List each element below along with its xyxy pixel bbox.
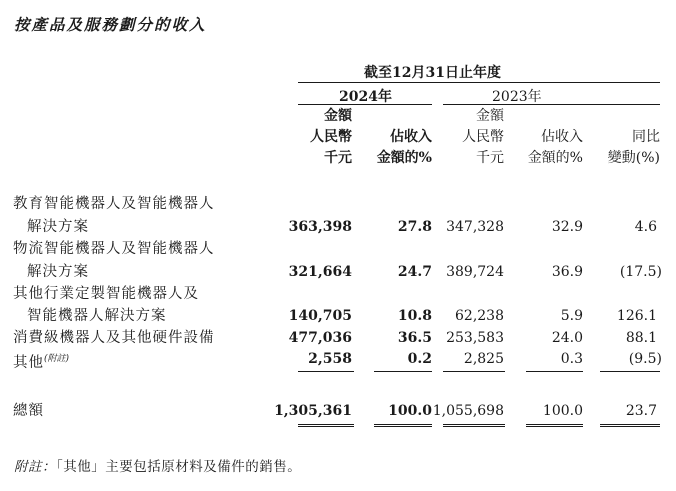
footnote-text: 「其他」主要包括原材料及備件的銷售。 bbox=[56, 459, 302, 475]
row-label-continued: 解決方案 bbox=[27, 219, 89, 235]
table-cell: 36.9 bbox=[551, 264, 583, 280]
total-cell: 1,055,698 bbox=[432, 403, 504, 419]
table-cell: 253,583 bbox=[446, 330, 504, 346]
total-cell: 100.0 bbox=[542, 403, 583, 419]
total-cell: 1,305,361 bbox=[274, 403, 352, 419]
table-cell: 88.1 bbox=[625, 330, 657, 346]
table-cell: 0.2 bbox=[407, 351, 432, 367]
year-2024-header: 2024年 bbox=[339, 89, 392, 105]
table-cell: 24.0 bbox=[551, 330, 583, 346]
footnote-marker: (附註) bbox=[44, 354, 70, 364]
col-header-2024-percent: 佔收入 金額的% bbox=[376, 129, 432, 166]
table-cell: 347,328 bbox=[446, 219, 504, 235]
total-double-rule bbox=[443, 424, 505, 427]
year-2023-header: 2023年 bbox=[492, 89, 542, 105]
period-header: 截至12月31日止年度 bbox=[364, 65, 501, 81]
table-cell: 27.8 bbox=[397, 219, 432, 235]
section-title: 按產品及服務劃分的收入 bbox=[14, 15, 207, 34]
table-cell: 36.5 bbox=[397, 330, 432, 346]
period-underline bbox=[298, 82, 660, 83]
col-header-2023-amount: 金額 人民幣 千元 bbox=[462, 108, 504, 166]
col-header-2023-percent: 佔收入 金額的% bbox=[527, 129, 583, 166]
row-label-text: 其他 bbox=[13, 354, 44, 371]
table-cell: 389,724 bbox=[446, 264, 504, 280]
subtotal-rule bbox=[526, 371, 583, 372]
total-label: 總額 bbox=[13, 403, 44, 419]
table-cell: 2,825 bbox=[463, 351, 504, 367]
row-label bbox=[13, 348, 69, 374]
row-label-continued: 解決方案 bbox=[27, 264, 89, 280]
footnote bbox=[14, 455, 301, 475]
row-label: 物流智能機器人及智能機器人 bbox=[13, 241, 215, 257]
table-cell: 0.3 bbox=[560, 351, 583, 367]
total-cell: 23.7 bbox=[625, 403, 657, 419]
subtotal-rule bbox=[600, 371, 660, 372]
row-label: 教育智能機器人及智能機器人 bbox=[13, 196, 215, 212]
col-header-yoy-change: 同比 變動(%) bbox=[607, 129, 660, 166]
table-cell: 32.9 bbox=[551, 219, 583, 235]
table-cell: 24.7 bbox=[397, 264, 432, 280]
footnote-prefix: 附註： bbox=[14, 459, 56, 475]
subtotal-rule bbox=[374, 371, 432, 372]
subtotal-rule bbox=[298, 371, 354, 372]
subtotal-rule bbox=[443, 371, 505, 372]
total-double-rule bbox=[600, 424, 660, 427]
row-label: 其他行業定製智能機器人及 bbox=[13, 286, 199, 302]
table-cell: (9.5) bbox=[628, 351, 662, 367]
total-cell: 100.0 bbox=[388, 403, 432, 419]
table-cell: (17.5) bbox=[619, 264, 662, 280]
table-cell: 10.8 bbox=[397, 308, 432, 324]
table-cell: 126.1 bbox=[616, 308, 657, 324]
col-header-2024-amount: 金額 人民幣 千元 bbox=[310, 108, 352, 166]
table-cell: 477,036 bbox=[288, 330, 352, 346]
table-cell: 363,398 bbox=[288, 219, 352, 235]
table-cell: 5.9 bbox=[560, 308, 583, 324]
total-double-rule bbox=[526, 424, 583, 427]
year-2024-underline bbox=[298, 104, 432, 105]
year-2023-underline bbox=[443, 104, 660, 105]
table-cell: 4.6 bbox=[634, 219, 657, 235]
table-cell: 140,705 bbox=[288, 308, 352, 324]
table-cell: 2,558 bbox=[308, 351, 352, 367]
table-cell: 62,238 bbox=[455, 308, 504, 324]
table-cell: 321,664 bbox=[288, 264, 352, 280]
total-double-rule bbox=[374, 424, 432, 427]
row-label-continued: 智能機器人解決方案 bbox=[27, 308, 167, 324]
total-double-rule bbox=[298, 424, 354, 427]
row-label: 消費級機器人及其他硬件設備 bbox=[13, 330, 215, 346]
